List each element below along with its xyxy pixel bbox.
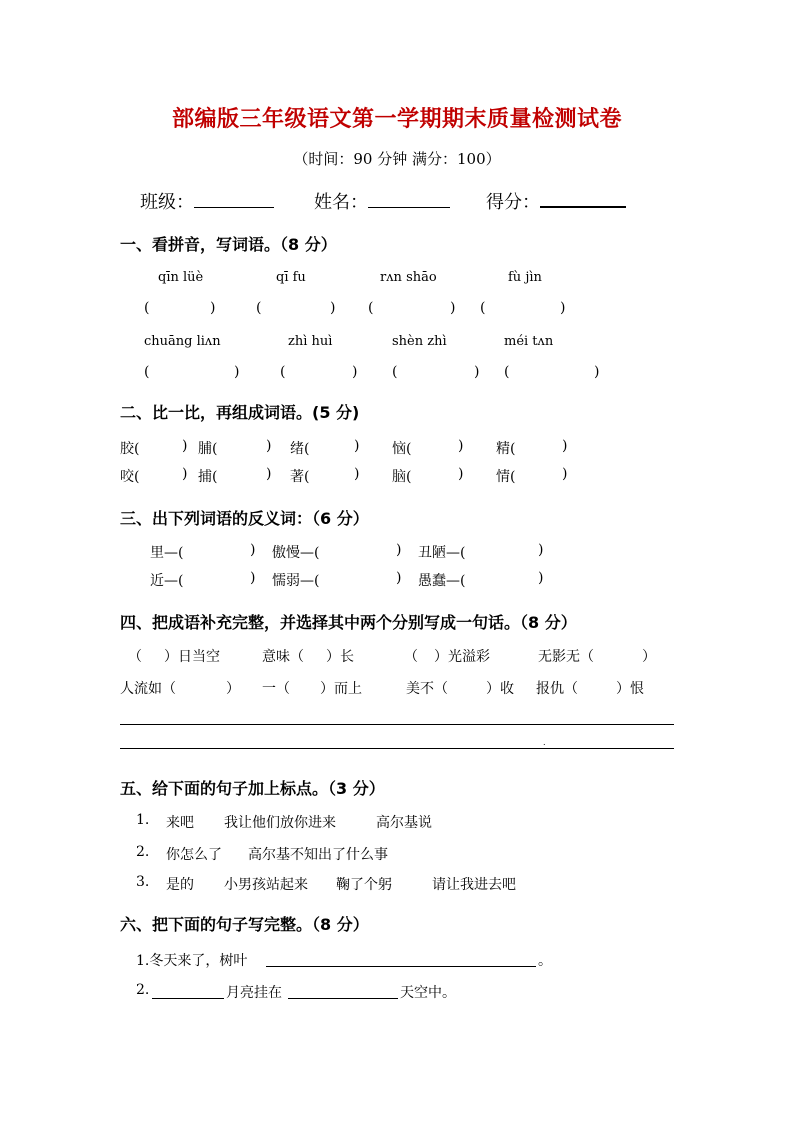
answer-paren-close: ) (594, 364, 600, 380)
pinyin-item: fù jìn (508, 270, 542, 285)
idiom-part: （ (404, 649, 418, 665)
char-item: 情( (496, 469, 516, 485)
answer-paren-open: ( (368, 300, 374, 316)
section-3-heading: 三、出下列词语的反义词：（6 分） (120, 509, 369, 528)
idiom-part: 意味（ (262, 649, 304, 665)
answer-paren-close: ) (330, 300, 336, 316)
complete-sentence-1-start: 1.冬天来了，树叶 (136, 953, 248, 969)
char-item: 精( (496, 441, 516, 457)
sentence-part: 鞠了个躬 (336, 877, 392, 893)
char-paren-close: ) (354, 466, 360, 482)
antonym-item: 里—( (150, 545, 184, 561)
answer-paren-close: ) (234, 364, 240, 380)
answer-paren-close: ) (450, 300, 456, 316)
idiom-part: ）长 (326, 649, 354, 665)
answer-paren-open: ( (280, 364, 286, 380)
antonym-paren-close: ) (538, 570, 544, 586)
idiom-part: ）光溢彩 (434, 649, 490, 665)
char-paren-close: ) (562, 438, 568, 454)
section-5-heading: 五、给下面的句子加上标点。（3 分） (120, 779, 385, 798)
stray-dot: . (543, 738, 546, 747)
section-1-heading: 一、看拼音，写词语。（8 分） (120, 235, 337, 254)
exam-time-score: （时间：90 分钟 满分：100） (293, 150, 501, 168)
idiom-part: ） (226, 681, 240, 697)
antonym-item: 近—( (150, 573, 184, 589)
idiom-part: ）恨 (616, 681, 644, 697)
pinyin-item: chuāng liʌn (144, 334, 221, 349)
idiom-part: 美不（ (406, 681, 448, 697)
score-label: 得分： (486, 192, 540, 213)
char-item: 著( (290, 469, 310, 485)
pinyin-item: qīn lüè (158, 270, 204, 285)
char-item: 脯( (198, 441, 218, 457)
section-6-heading: 六、把下面的句子写完整。（8 分） (120, 915, 369, 934)
char-item: 胶( (120, 441, 140, 457)
sentence-part: 你怎么了 (166, 847, 222, 863)
answer-paren-close: ) (210, 300, 216, 316)
class-field (140, 188, 274, 214)
pinyin-item: rʌn shāo (380, 270, 437, 285)
answer-paren-close: ) (474, 364, 480, 380)
sentence-part: 请让我进去吧 (432, 877, 516, 893)
score-field (486, 188, 626, 214)
idiom-part: ）而上 (320, 681, 362, 697)
sentence-part: 是的 (166, 877, 194, 893)
answer-line[interactable] (120, 748, 674, 749)
answer-paren-open: ( (256, 300, 262, 316)
antonym-paren-close: ) (250, 570, 256, 586)
char-paren-close: ) (266, 438, 272, 454)
name-label: 姓名： (314, 192, 368, 213)
sentence-number: 1. (136, 812, 150, 828)
complete-sentence-1-end: 。 (538, 953, 552, 969)
sentence-part: 高尔基说 (376, 815, 432, 831)
antonym-paren-close: ) (250, 542, 256, 558)
answer-paren-open: ( (480, 300, 486, 316)
answer-paren-close: ) (560, 300, 566, 316)
complete-sentence-2-num: 2. (136, 982, 150, 998)
complete-sentence-2-end: 天空中。 (400, 985, 456, 1001)
answer-paren-close: ) (352, 364, 358, 380)
section-4-heading: 四、把成语补充完整，并选择其中两个分别写成一句话。（8 分） (120, 613, 577, 632)
char-item: 绪( (290, 441, 310, 457)
sentence-1-blank[interactable] (266, 966, 536, 967)
sentence-2-blank-b[interactable] (288, 998, 398, 999)
antonym-item: 愚蠢—( (418, 573, 466, 589)
char-paren-close: ) (458, 438, 464, 454)
antonym-item: 傲慢—( (272, 545, 320, 561)
char-paren-close: ) (354, 438, 360, 454)
char-item: 咬( (120, 469, 140, 485)
answer-paren-open: ( (144, 364, 150, 380)
antonym-paren-close: ) (538, 542, 544, 558)
answer-paren-open: ( (392, 364, 398, 380)
antonym-item: 丑陋—( (418, 545, 466, 561)
char-paren-close: ) (562, 466, 568, 482)
antonym-item: 懦弱—( (272, 573, 320, 589)
idiom-part: 一（ (262, 681, 290, 697)
sentence-number: 3. (136, 874, 150, 890)
sentence-part: 小男孩站起来 (224, 877, 308, 893)
char-item: 捕( (198, 469, 218, 485)
antonym-paren-close: ) (396, 570, 402, 586)
char-paren-close: ) (458, 466, 464, 482)
char-paren-close: ) (266, 466, 272, 482)
idiom-part: ）日当空 (164, 649, 220, 665)
idiom-part: 报仇（ (536, 681, 578, 697)
answer-paren-open: ( (504, 364, 510, 380)
sentence-part: 我让他们放你进来 (224, 815, 336, 831)
sentence-number: 2. (136, 844, 150, 860)
pinyin-item: méi tʌn (504, 334, 554, 349)
complete-sentence-2-mid: 月亮挂在 (226, 985, 282, 1001)
pinyin-item: zhì huì (288, 334, 333, 349)
name-blank[interactable] (368, 193, 450, 208)
char-paren-close: ) (182, 438, 188, 454)
idiom-part: ） (642, 649, 656, 665)
pinyin-item: qī fu (276, 270, 306, 285)
sentence-part: 来吧 (166, 815, 194, 831)
pinyin-item: shèn zhì (392, 334, 447, 349)
char-item: 恼( (392, 441, 412, 457)
antonym-paren-close: ) (396, 542, 402, 558)
answer-paren-open: ( (144, 300, 150, 316)
idiom-part: ）收 (486, 681, 514, 697)
class-blank[interactable] (194, 193, 274, 208)
idiom-part: 无影无（ (538, 649, 594, 665)
idiom-part: 人流如（ (120, 681, 176, 697)
sentence-2-blank-a[interactable] (152, 998, 224, 999)
char-paren-close: ) (182, 466, 188, 482)
name-field (314, 188, 450, 214)
char-item: 脑( (392, 469, 412, 485)
idiom-part: （ (128, 649, 142, 665)
class-label: 班级： (140, 192, 194, 213)
score-blank[interactable] (540, 192, 626, 208)
answer-line[interactable] (120, 724, 674, 725)
section-2-heading: 二、比一比，再组成词语。(5 分) (120, 403, 360, 422)
page-title: 部编版三年级语文第一学期期末质量检测试卷 (171, 107, 622, 132)
sentence-part: 高尔基不知出了什么事 (248, 847, 388, 863)
